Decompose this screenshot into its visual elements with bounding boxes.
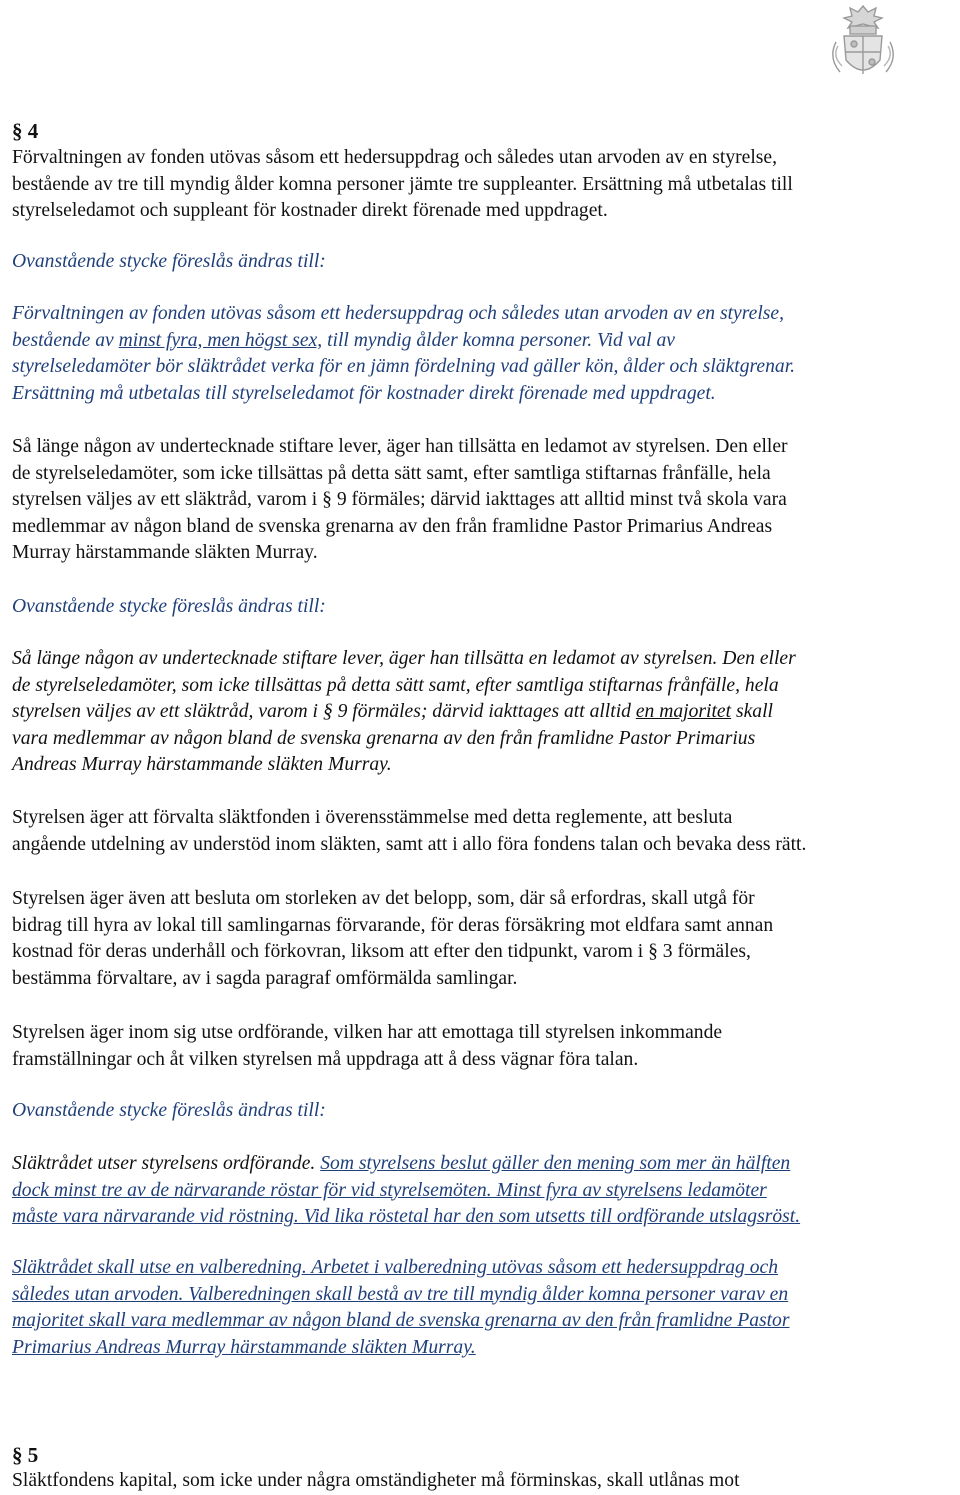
text-line: Förvaltningen av fonden utövas såsom ett hedersuppdrag och således utan arvoden av en styrelse,	[12, 147, 778, 168]
paragraph	[12, 434, 960, 567]
text-line: Så länge någon av undertecknade stiftare lever, äger han tillsätta en ledamot av styrelsen. Den eller	[12, 648, 796, 669]
text-line: bestämma förvaltare, av i sagda paragraf omförmälda samlingar.	[12, 967, 518, 989]
text-line: styrelseledamöter bör släktrådet verka för en jämn fördelning vad gäller kön, ålder och släktgrenar.	[12, 356, 796, 378]
text-line: Andreas Murray härstammande släkten Murray.	[12, 754, 392, 776]
text-run: till myndig ålder komna personer.	[322, 329, 593, 351]
text-line	[12, 1151, 960, 1178]
text-line: framställningar och åt vilken styrelsen må uppdraga att å dess vägnar föra talan.	[12, 1048, 639, 1070]
text-line: Förvaltningen av fonden utövas såsom ett hedersuppdrag och således utan arvoden av en styrelse,	[12, 303, 785, 324]
text-line: kostnad för deras underhåll och förkovran, liksom att efter den tidpunkt, varom i § 3 förmäles,	[12, 941, 751, 963]
text-line	[12, 328, 960, 355]
text-line: måste vara närvarande vid röstning. Vid lika röstetal har den som utsetts till ordförande utslagsröst.	[12, 1206, 801, 1228]
text-line: styrelseledamot och suppleant för kostnader direkt förenade med uppdraget.	[12, 200, 608, 222]
text-line: de styrelseledamöter, som icke tillsättas på detta sätt samt, efter samtliga stiftarnas frånfälle, hela	[12, 462, 771, 484]
paragraph	[12, 1020, 960, 1073]
text-line	[12, 699, 960, 726]
text-line: bestående av tre till myndig ålder komna personer jämte tre suppleanter. Ersättning må utbetalas till	[12, 173, 793, 195]
text-line: Styrelsen äger att förvalta släktfonden i överensstämmelse med detta reglemente, att besluta	[12, 807, 733, 828]
section-heading: § 4	[12, 119, 39, 143]
text-line: bidrag till hyra av lokal till samlingarnas förvarande, för deras försäkring mot eldfara samt annan	[12, 914, 774, 936]
proposed-paragraph	[12, 1151, 960, 1231]
text-line: Murray härstammande släkten Murray.	[12, 542, 318, 564]
paragraph	[12, 805, 960, 858]
text-line: de styrelseledamöter, som icke tillsättas på detta sätt samt, efter samtliga stiftarnas frånfälle, hela	[12, 674, 779, 696]
text-line: Styrelsen äger även att besluta om storleken av det belopp, som, där så erfordras, skall utgå för	[12, 888, 755, 909]
text-run: styrelsen väljes av ett släktråd, varom i § 9 förmäles; därvid iakttages att alltid	[12, 701, 636, 723]
text-line: medlemmar av någon bland de svenska grenarna av den från framlidne Pastor Primarius Andreas	[12, 515, 773, 537]
paragraph	[12, 886, 960, 992]
underlined-text: en majoritet	[635, 701, 732, 723]
text-line: Så länge någon av undertecknade stiftare lever, äger han tillsätta en ledamot av styrelsen. Den eller	[12, 436, 788, 457]
underlined-text: Som styrelsens beslut gäller den mening som mer än hälften	[320, 1153, 791, 1174]
underlined-text: minst fyra, men högst sex,	[118, 329, 323, 351]
text-line: Ersättning må utbetalas till styrelseledamot för kostnader direkt förenade med uppdraget.	[12, 382, 716, 404]
paragraph: Släktfondens kapital, som icke under några omständigheter må förminskas, skall utlånas mot	[12, 1470, 740, 1491]
text-run: Släktrådet utser styrelsens ordförande.	[12, 1153, 321, 1174]
proposed-paragraph	[12, 301, 960, 407]
text-line: styrelsen väljes av ett släktråd, varom i § 9 förmäles; därvid iakttages att alltid minst två skola vara	[12, 489, 787, 511]
text-line: dock minst tre av de närvarande röstar för vid styrelsemöten. Minst fyra av styrelsens ledamöter	[12, 1179, 767, 1201]
text-line: vara medlemmar av någon bland de svenska grenarna av den från framlidne Pastor Primarius	[12, 727, 756, 749]
section-heading: § 5	[12, 1443, 39, 1467]
text-line: Släktrådet skall utse en valberedning. Arbetet i valberedning utövas såsom ett hedersuppdrag och	[12, 1257, 779, 1278]
proposed-paragraph	[12, 646, 960, 779]
change-proposal-label: Ovanstående stycke föreslås ändras till:	[12, 251, 326, 272]
text-line: således utan arvoden. Valberedningen skall bestå av tre till myndig ålder komna personer varav en	[12, 1283, 789, 1305]
paragraph	[12, 145, 960, 225]
proposed-paragraph	[12, 1255, 960, 1361]
text-run: Vid val av	[592, 329, 676, 351]
text-line: Styrelsen äger inom sig utse ordförande, vilken har att emottaga till styrelsen inkommande	[12, 1022, 723, 1043]
family-crest-icon	[824, 2, 902, 84]
text-line: majoritet skall vara medlemmar av någon bland de svenska grenarna av den från framlidne Pastor	[12, 1310, 790, 1332]
change-proposal-label: Ovanstående stycke föreslås ändras till:	[12, 1100, 326, 1121]
text-line: angående utdelning av understöd inom släkten, samt att i allo föra fondens talan och bevaka dess rätt.	[12, 833, 807, 855]
text-run: bestående av	[12, 329, 119, 351]
text-line: Primarius Andreas Murray härstammande släkten Murray.	[12, 1336, 476, 1358]
text-run: skall	[731, 701, 773, 723]
change-proposal-label: Ovanstående stycke föreslås ändras till:	[12, 596, 326, 617]
